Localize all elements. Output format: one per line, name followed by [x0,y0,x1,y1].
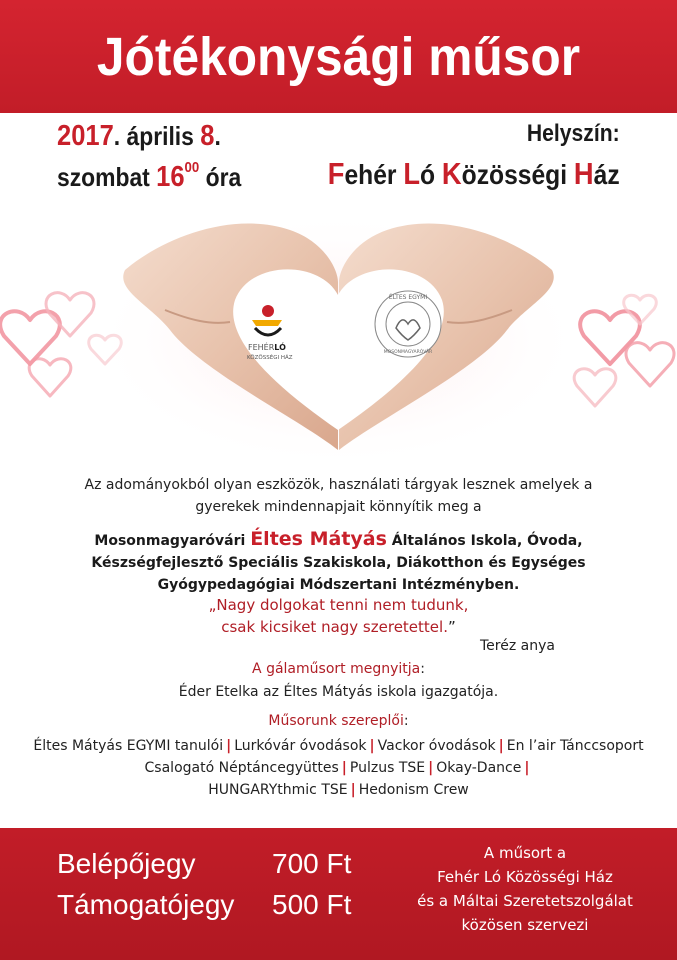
logo-ring-bottom: MOSONMAGYARÓVÁR [383,350,433,355]
opener-colon: : [420,661,425,677]
opener-name: Éder Etelka az Éltes Mátyás iskola igazgatója. [178,684,499,700]
opener-label-text: A gálaműsort megnyitja [252,661,421,677]
venue-initial: K [442,156,462,191]
separator: | [498,738,504,754]
venue-initial: F [328,156,345,191]
event-weekday: szombat [57,162,157,192]
performer-item: Éltes Mátyás EGYMI tanulói [33,738,224,754]
school-name-block [30,528,647,596]
organizer-line: és a Máltai Szeretetszolgálat [417,892,633,910]
event-date [57,120,241,153]
organizer-line: Fehér Ló Közösségi Ház [437,868,613,886]
separator: | [524,760,530,776]
venue-label: Helyszín: [527,120,620,147]
venue-word: ehér [344,159,404,190]
intro-text [30,474,647,518]
quote-line: „Nagy dolgokat tenni nem tudunk, [208,596,469,614]
event-day: 8 [200,120,215,152]
performer-item: Hedonism Crew [358,782,469,798]
event-year: 2017 [57,120,114,152]
school-highlight-name: Éltes Mátyás [250,528,387,550]
logo-ring-top: ÉLTES EGYMI [388,294,428,301]
performer-item: Pulzus TSE [349,760,426,776]
ticket-support-price: 500 Ft [272,889,352,920]
separator: | [428,760,434,776]
performers-label-text: Műsorunk szereplői [268,713,404,729]
venue-name [328,156,620,192]
separator: | [369,738,375,754]
separator: | [226,738,232,754]
heart-hands-photo [0,190,677,470]
quote-line [30,616,647,638]
ticket-entry-price: 700 Ft [272,848,352,879]
school-line: Gyógypedagógiai Módszertani Intézményben. [157,577,520,593]
performer-item: Okay-Dance [436,760,522,776]
right-hearts-decoration [574,295,674,406]
footer-band [0,828,677,960]
intro-line: Az adományokból olyan eszközök, használati tárgyak lesznek amelyek a [84,477,593,493]
opener-label [0,661,677,677]
quote-author: Teréz anya [480,638,555,654]
performer-item: Csalogató Néptáncegyüttes [144,760,339,776]
venue-block [288,120,620,192]
ticket-entry-label: Belépőjegy [57,848,196,879]
separator: | [341,760,347,776]
separator: | [350,782,356,798]
logo-text-1: FEHÉRLÓ [248,343,286,352]
performers-label [0,713,677,729]
quote [30,594,647,638]
logo-dot-icon [262,305,274,317]
logo-text-2: KÖZÖSSÉGI HÁZ [247,355,293,361]
event-time [57,159,241,194]
organizer-line: A műsort a [483,844,567,862]
eltes-egymi-logo [375,291,441,357]
performer-item: HUNGARYthmic TSE [208,782,348,798]
organizer-text [400,841,650,937]
school-line [30,528,647,552]
quote-close-mark: ” [447,618,456,636]
event-hour-suffix: óra [199,162,242,192]
venue-word: özösségi [461,159,575,190]
ticket-support-label: Támogatójegy [57,889,235,920]
event-date-block [57,120,266,194]
performers-colon: : [403,713,409,729]
school-prefix: Mosonmagyaróvári [94,533,251,549]
event-month: . április [113,121,201,151]
event-minutes: 00 [184,159,200,176]
school-line-rest: Általános Iskola, Óvoda, [386,533,583,549]
quote-line-text: csak kicsiket nagy szeretettel. [221,618,448,636]
venue-initial: H [574,156,594,191]
performers-row [20,757,657,779]
logo-shape-icon [252,320,282,326]
school-line: Készségfejlesztő Speciális Szakiskola, Diákotthon és Egységes [91,555,586,571]
page-title: Jótékonysági műsor [96,27,581,87]
organizer-line: közösen szervezi [461,916,589,934]
performers-row [20,779,657,801]
performers-list [20,735,657,801]
venue-word: ó [420,159,443,190]
performer-item: Vackor óvodások [377,738,496,754]
event-hour: 16 [156,161,185,193]
performers-row [20,735,657,757]
event-day-suffix: . [214,121,221,151]
venue-word: áz [593,159,620,190]
performer-item: Lurkóvár óvodások [234,738,367,754]
intro-line: gyerekek mindennapjait könnyítik meg a [195,499,482,515]
performer-item: En l’air Tánccsoport [506,738,644,754]
venue-initial: L [403,156,421,191]
